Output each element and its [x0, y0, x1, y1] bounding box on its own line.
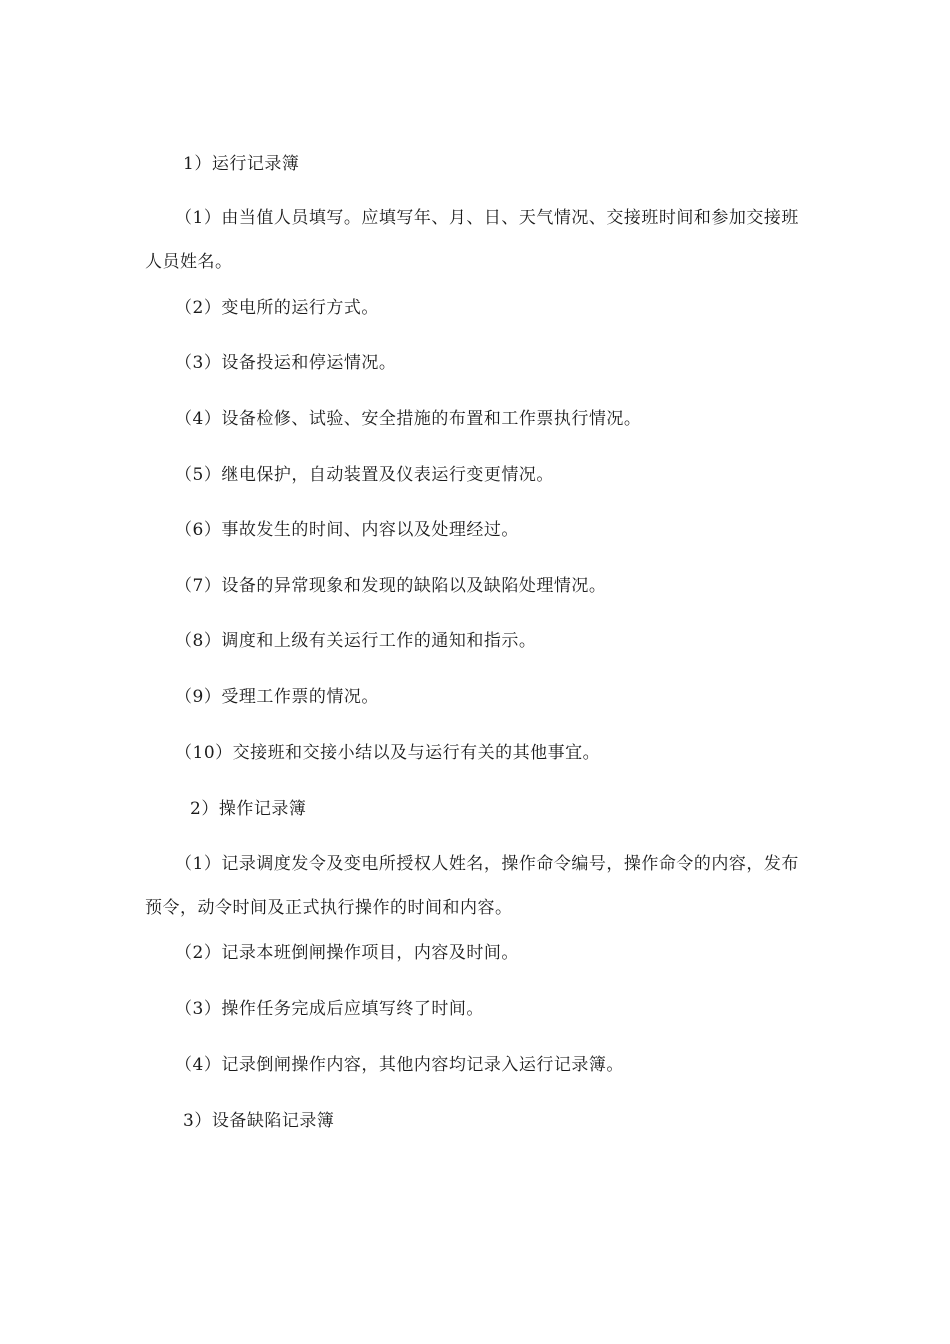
- list-item-text: （1）记录调度发令及变电所授权人姓名，操作命令编号，操作命令的内容，发布预令，动令时间及正式执行操作的时间和内容。: [145, 854, 799, 918]
- list-item-1-5: （5）继电保护，自动装置及仪表运行变更情况。: [175, 465, 554, 485]
- list-item-1-4: （4）设备检修、试验、安全措施的布置和工作票执行情况。: [175, 409, 642, 429]
- list-item-2-3: （3）操作任务完成后应填写终了时间。: [175, 999, 484, 1019]
- list-item-1-10: （10）交接班和交接小结以及与运行有关的其他事宜。: [175, 743, 601, 763]
- section-heading-operation-log: 1）运行记录簿: [183, 154, 300, 174]
- list-item-2-2: （2）记录本班倒闸操作项目，内容及时间。: [175, 943, 519, 963]
- list-item-1-6: （6）事故发生的时间、内容以及处理经过。: [175, 520, 519, 540]
- section-heading-defect-log: 3）设备缺陷记录簿: [183, 1111, 335, 1131]
- list-item-1-9: （9）受理工作票的情况。: [175, 687, 379, 707]
- list-item-2-1: [145, 842, 805, 930]
- list-item-2-4: （4）记录倒闸操作内容，其他内容均记录入运行记录簿。: [175, 1055, 624, 1075]
- list-item-1-3: （3）设备投运和停运情况。: [175, 353, 397, 373]
- list-item-1-8: （8）调度和上级有关运行工作的通知和指示。: [175, 631, 537, 651]
- list-item-1-2: （2）变电所的运行方式。: [175, 298, 379, 318]
- list-item-1-7: （7）设备的异常现象和发现的缺陷以及缺陷处理情况。: [175, 576, 607, 596]
- list-item-1-1: [145, 196, 805, 284]
- section-heading-switching-log: 2）操作记录簿: [190, 799, 307, 819]
- list-item-text: （1）由当值人员填写。应填写年、月、日、天气情况、交接班时间和参加交接班人员姓名。: [145, 208, 799, 272]
